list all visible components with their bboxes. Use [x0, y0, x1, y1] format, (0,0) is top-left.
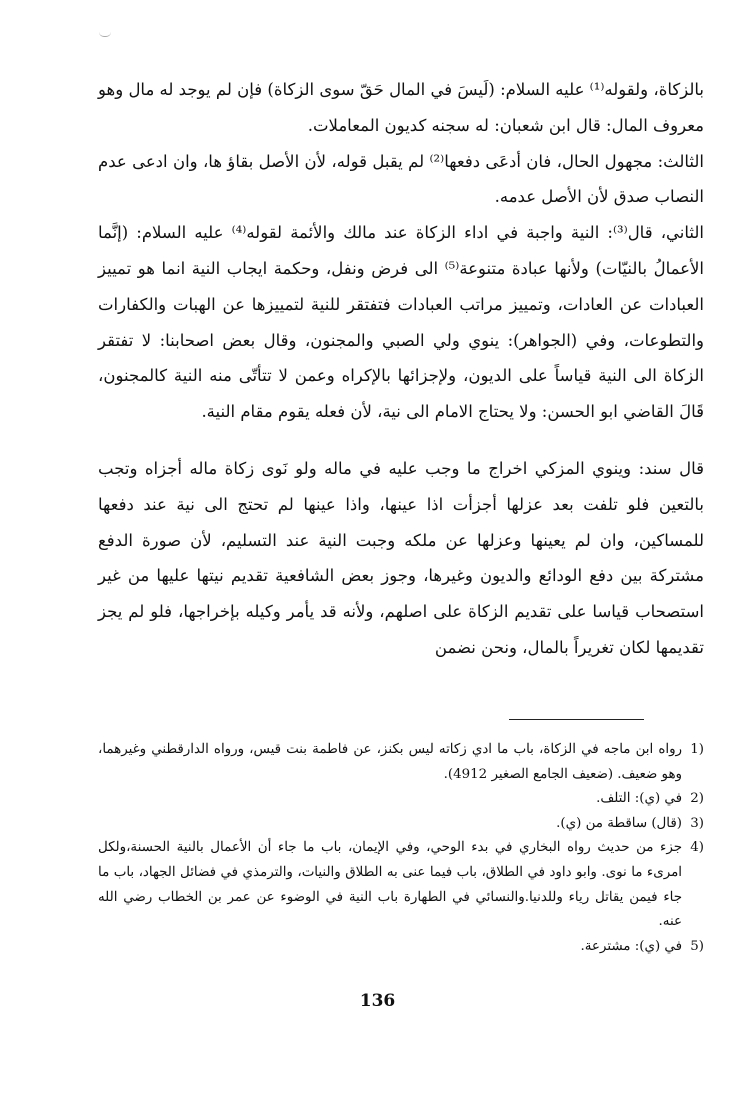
paragraph-2: الثالث: مجهول الحال، فان أدعَى دفعها⁽²⁾ لم يقبل قوله، لأن الأصل بقاؤ ها، وان ادعى عدم النصاب صدق لأن الأصل عدمه.: [98, 151, 704, 207]
footnotes: [98, 738, 704, 959]
page-number: 136: [359, 991, 396, 1011]
footnote-text: جزء من حديث رواه البخاري في بدء الوحي، وفي الإيمان، باب ما جاء أن الأعمال بالنية الحسنة،ولكل امرىء ما نوى. وابو داود في الطلاق، باب فيما عنى به الطلاق والنيات، والترمذي في فضائل الجهاد، باب ما جاء فيمن يقاتل رياء وللدنيا.والنسائي في الطهارة باب النية في الوضوء عن عمر بن الخطاب رضي الله عنه.: [98, 840, 682, 930]
footnote-3: [98, 812, 704, 837]
paragraph-4: قال سند: وينوي المزكي اخراج ما وجب عليه في ماله ولو نَوى زكاة ماله أجزاه وتجب بالتعين فلو تلفت بعد عزلها أجزأت اذا عينها، واذا عينها لم تحتج الى نية عند دفعها للمساكين، وان لم يعينها وعزلها عن ملكه وجبت النية عند التسليم، لأن صورة الدفع مشتركة بين دفع الودائع والديون وغيرها، وجوز بعض الشافعية تقديم نيتها عليها من غير استصحاب قياسا على تقديم الزكاة على اصلهم، ولأنه قد يأمر وكيله بإخراجها، فلو لم يجز تقديمها لكان تغريراً بالمال، ونحن نضمن: [98, 458, 704, 657]
footnote-text: في (ي): التلف.: [596, 791, 682, 807]
footnote-text: (قال) ساقطة من (ي).: [556, 815, 682, 831]
footnote-number: 2): [690, 791, 704, 807]
footnote-1: [98, 738, 704, 787]
footnote-number: 4): [690, 840, 704, 856]
footnote-4: [98, 836, 704, 934]
footnote-text: في (ي): مشترعة.: [580, 938, 682, 954]
footnote-5: [98, 935, 704, 960]
paragraph-1: بالزكاة، ولقوله⁽¹⁾ عليه السلام: (لَيسَ في المال حَقّ سوى الزكاة) فإن لم يوجد له مال وهو معروف المال: قال ابن شعبان: له سجنه كديون المعاملات.: [98, 80, 705, 135]
footnote-number: 5): [690, 938, 704, 954]
footnote-text: رواه ابن ماجه في الزكاة، باب ما ادي زكاته ليس بكنز، عن فاطمة بنت قيس، ورواه الدارقطني وغيرهما، وهو ضعيف. (ضعيف الجامع الصغير 4912).: [98, 742, 682, 782]
scan-mark: [99, 32, 111, 37]
paragraph-gap: [98, 430, 704, 451]
paragraph-3: الثاني، قال⁽³⁾: النية واجبة في اداء الزكاة عند مالك والأئمة لقوله⁽⁴⁾ عليه السلام: (إنَّما الأعمالُ بالنيّات) ولأنها عبادة متنوعة⁽⁵⁾ الى فرض ونفل، وحكمة ايجاب النية انما هو تمييز العبادات عن العادات، وتمييز مراتب العبادات فتفتقر للنية لتمييزها عن الهبات والكفارات والتطوعات، وفي (الجواهر): ينوي ولي الصبي والمجنون، وقال بعض اصحابنا: لا تفتقر الزكاة الى النية قياساً على الديون، ولإجزائها بالإكراه وعمن لا تتأتّى منه النية كالمجنون، قَالَ القاضي ابو الحسن: ولا يحتاج الامام الى نية، لأن فعله يقوم مقام النية.: [98, 223, 704, 422]
footnote-number: 3): [690, 815, 704, 831]
main-text: [98, 72, 704, 666]
footnote-number: 1): [690, 742, 704, 757]
footnote-2: [98, 787, 704, 812]
footnote-separator: [509, 719, 644, 720]
